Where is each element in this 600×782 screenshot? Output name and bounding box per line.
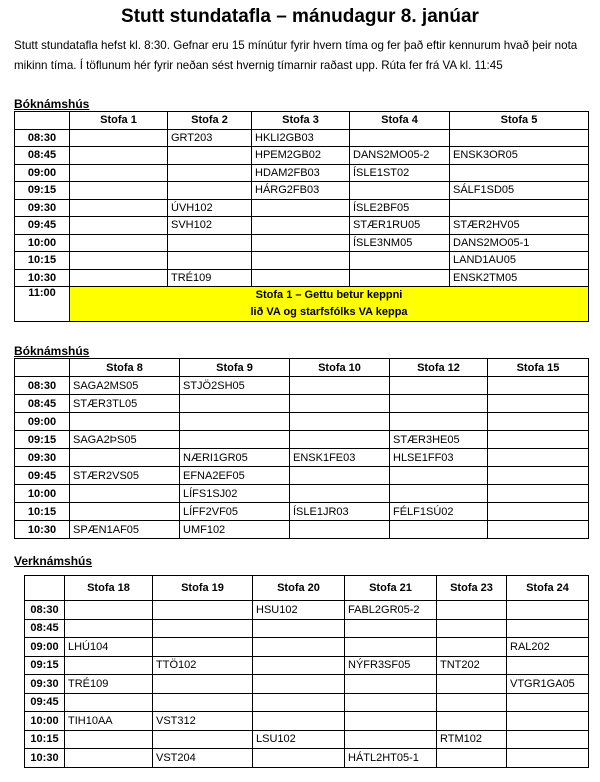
class-cell: LSU102 (253, 730, 345, 749)
column-header: Stofa 8 (70, 359, 180, 377)
time-cell: 10:30 (25, 749, 65, 768)
class-cell (345, 693, 437, 712)
table-row (25, 601, 589, 620)
class-cell (168, 147, 252, 165)
class-cell: STÆR3HE05 (390, 431, 488, 449)
class-cell: STÆR2VS05 (70, 467, 180, 485)
class-cell: HSU102 (253, 601, 345, 620)
table-row (15, 413, 589, 431)
time-cell: 09:00 (15, 164, 70, 182)
time-cell: 09:15 (15, 182, 70, 200)
time-cell: 08:30 (15, 377, 70, 395)
time-cell: 08:45 (15, 395, 70, 413)
class-cell (70, 182, 168, 200)
time-cell: 10:00 (15, 485, 70, 503)
column-header: Stofa 3 (252, 112, 350, 130)
class-cell (290, 395, 390, 413)
class-cell (290, 485, 390, 503)
class-cell: SÁLF1SD05 (450, 182, 589, 200)
class-cell: HKLI2GB03 (252, 129, 350, 147)
class-cell: TTÖ102 (153, 656, 253, 675)
table-row (25, 693, 589, 712)
class-cell: DANS2MO05-1 (450, 234, 589, 252)
table-row (25, 619, 589, 638)
class-cell: RAL202 (507, 638, 589, 657)
table-row (25, 730, 589, 749)
class-cell (168, 182, 252, 200)
table-row (15, 182, 589, 200)
time-cell: 09:00 (25, 638, 65, 657)
class-cell (290, 413, 390, 431)
time-cell: 10:00 (25, 712, 65, 731)
table-row (15, 503, 589, 521)
class-cell: FÉLF1SÚ02 (390, 503, 488, 521)
table-row (15, 147, 589, 165)
class-cell: TIH10AA (65, 712, 153, 731)
class-cell (488, 431, 589, 449)
time-cell: 09:15 (25, 656, 65, 675)
column-header: Stofa 15 (488, 359, 589, 377)
special-event-cell (70, 287, 589, 322)
time-cell: 08:30 (25, 601, 65, 620)
class-cell: HLSE1FF03 (390, 449, 488, 467)
class-cell: RTM102 (437, 730, 507, 749)
special-event-line1: Stofa 1 – Gettu betur keppni (255, 289, 403, 301)
class-cell (345, 619, 437, 638)
time-cell: 08:30 (15, 129, 70, 147)
class-cell: ÚVH102 (168, 199, 252, 217)
time-cell: 09:45 (15, 217, 70, 235)
class-cell (450, 164, 589, 182)
column-header: Stofa 2 (168, 112, 252, 130)
time-cell: 09:45 (15, 467, 70, 485)
class-cell: ÍSLE3NM05 (350, 234, 450, 252)
class-cell: HPEM2GB02 (252, 147, 350, 165)
table-row (15, 199, 589, 217)
class-cell (70, 252, 168, 270)
class-cell (253, 656, 345, 675)
class-cell: ÍSLE1JR03 (290, 503, 390, 521)
table-row (15, 234, 589, 252)
class-cell (437, 675, 507, 694)
class-cell: ENSK1FE03 (290, 449, 390, 467)
class-cell (345, 675, 437, 694)
class-cell (70, 129, 168, 147)
class-cell: ENSK3OR05 (450, 147, 589, 165)
class-cell (488, 449, 589, 467)
class-cell: SPÆN1AF05 (70, 521, 180, 539)
class-cell (290, 521, 390, 539)
class-cell: LÍFS1SJ02 (180, 485, 290, 503)
class-cell (450, 129, 589, 147)
class-cell: STÆR2HV05 (450, 217, 589, 235)
class-cell (70, 449, 180, 467)
intro-text: Stutt stundatafla hefst kl. 8:30. Gefnar eru 15 mínútur fyrir hvern tíma og fer það eftir kennurum hvað þeir nota mikinn tíma. Í töflunum hér fyrir neðan sést hvernig tímarnir raðast upp. Rúta fer frá VA kl. 11:45 (14, 39, 578, 72)
time-cell: 09:45 (25, 693, 65, 712)
class-cell (180, 413, 290, 431)
class-cell (507, 601, 589, 620)
class-cell: EFNA2EF05 (180, 467, 290, 485)
schedule-table-3 (24, 575, 589, 768)
class-cell (488, 395, 589, 413)
column-header (15, 359, 70, 377)
time-cell: 10:15 (25, 730, 65, 749)
class-cell (345, 730, 437, 749)
table-row (15, 252, 589, 270)
class-cell (437, 601, 507, 620)
class-cell (290, 467, 390, 485)
column-header: Stofa 10 (290, 359, 390, 377)
class-cell (168, 164, 252, 182)
class-cell (153, 619, 253, 638)
class-cell: HÁRG2FB03 (252, 182, 350, 200)
time-cell: 08:45 (25, 619, 65, 638)
class-cell (65, 693, 153, 712)
class-cell (350, 269, 450, 287)
class-cell (253, 675, 345, 694)
class-cell (70, 199, 168, 217)
class-cell: LHÚ104 (65, 638, 153, 657)
class-cell: SVH102 (168, 217, 252, 235)
time-cell: 11:00 (15, 287, 70, 322)
class-cell: TRÉ109 (168, 269, 252, 287)
class-cell (65, 749, 153, 768)
table-row (15, 467, 589, 485)
class-cell (153, 693, 253, 712)
column-header (25, 576, 65, 601)
class-cell: FABL2GR05-2 (345, 601, 437, 620)
class-cell (253, 693, 345, 712)
table-row (15, 485, 589, 503)
class-cell: LÍFF2VF05 (180, 503, 290, 521)
table-row (25, 638, 589, 657)
class-cell (70, 269, 168, 287)
class-cell (390, 467, 488, 485)
time-cell: 08:45 (15, 147, 70, 165)
class-cell (488, 521, 589, 539)
class-cell (390, 377, 488, 395)
class-cell (70, 164, 168, 182)
class-cell (350, 182, 450, 200)
class-cell (70, 234, 168, 252)
class-cell: HÁTL2HT05-1 (345, 749, 437, 768)
class-cell (252, 234, 350, 252)
class-cell (390, 521, 488, 539)
class-cell (253, 619, 345, 638)
table-header-row (25, 576, 589, 601)
class-cell (180, 395, 290, 413)
class-cell (153, 601, 253, 620)
table-row (25, 656, 589, 675)
class-cell (507, 656, 589, 675)
time-cell: 10:15 (15, 503, 70, 521)
class-cell (252, 199, 350, 217)
time-cell: 10:30 (15, 269, 70, 287)
column-header: Stofa 20 (253, 576, 345, 601)
table-row (15, 129, 589, 147)
class-cell (390, 395, 488, 413)
class-cell (168, 252, 252, 270)
section-heading-2: Bóknámshús (14, 344, 90, 358)
class-cell (350, 129, 450, 147)
class-cell (488, 467, 589, 485)
table-row (15, 521, 589, 539)
class-cell (153, 675, 253, 694)
column-header: Stofa 18 (65, 576, 153, 601)
table-row (15, 395, 589, 413)
class-cell (252, 269, 350, 287)
class-cell: TRÉ109 (65, 675, 153, 694)
class-cell: TNT202 (437, 656, 507, 675)
class-cell (70, 217, 168, 235)
class-cell (507, 730, 589, 749)
table-row (15, 449, 589, 467)
class-cell (65, 656, 153, 675)
table-header-row (15, 359, 589, 377)
table-row (15, 377, 589, 395)
class-cell (350, 252, 450, 270)
class-cell: NÝFR3SF05 (345, 656, 437, 675)
class-cell (390, 485, 488, 503)
class-cell (390, 413, 488, 431)
class-cell (488, 413, 589, 431)
section-heading-1: Bóknámshús (14, 97, 90, 111)
class-cell (253, 712, 345, 731)
class-cell (65, 601, 153, 620)
schedule-table-1 (14, 111, 589, 322)
class-cell (437, 693, 507, 712)
class-cell: ÍSLE1ST02 (350, 164, 450, 182)
special-event-row (15, 287, 589, 322)
class-cell (70, 147, 168, 165)
class-cell (507, 712, 589, 731)
time-cell: 09:00 (15, 413, 70, 431)
column-header: Stofa 1 (70, 112, 168, 130)
column-header: Stofa 4 (350, 112, 450, 130)
class-cell (70, 485, 180, 503)
class-cell (252, 252, 350, 270)
class-cell: VST312 (153, 712, 253, 731)
class-cell (488, 485, 589, 503)
class-cell (252, 217, 350, 235)
column-header (15, 112, 70, 130)
time-cell: 09:30 (25, 675, 65, 694)
time-cell: 10:00 (15, 234, 70, 252)
class-cell (70, 503, 180, 521)
column-header: Stofa 12 (390, 359, 488, 377)
class-cell: NÆRI1GR05 (180, 449, 290, 467)
class-cell (65, 730, 153, 749)
class-cell (507, 749, 589, 768)
class-cell (437, 749, 507, 768)
column-header: Stofa 9 (180, 359, 290, 377)
class-cell (153, 730, 253, 749)
class-cell: STÆR3TL05 (70, 395, 180, 413)
table-row (25, 675, 589, 694)
table-row (15, 269, 589, 287)
class-cell (437, 712, 507, 731)
column-header: Stofa 19 (153, 576, 253, 601)
class-cell (65, 619, 153, 638)
class-cell (290, 431, 390, 449)
column-header: Stofa 5 (450, 112, 589, 130)
class-cell (488, 503, 589, 521)
class-cell: LAND1AU05 (450, 252, 589, 270)
class-cell (345, 712, 437, 731)
class-cell: HDAM2FB03 (252, 164, 350, 182)
class-cell: VTGR1GA05 (507, 675, 589, 694)
class-cell (253, 749, 345, 768)
class-cell (180, 431, 290, 449)
class-cell: STJÖ2SH05 (180, 377, 290, 395)
table-row (25, 749, 589, 768)
time-cell: 09:15 (15, 431, 70, 449)
column-header: Stofa 23 (437, 576, 507, 601)
time-cell: 09:30 (15, 449, 70, 467)
class-cell (507, 693, 589, 712)
class-cell (450, 199, 589, 217)
class-cell (153, 638, 253, 657)
table-row (15, 431, 589, 449)
time-cell: 09:30 (15, 199, 70, 217)
class-cell: STÆR1RU05 (350, 217, 450, 235)
table-row (15, 217, 589, 235)
class-cell: DANS2MO05-2 (350, 147, 450, 165)
section-heading-3: Verknámshús (14, 554, 93, 568)
class-cell (70, 413, 180, 431)
page-title: Stutt stundatafla – mánudagur 8. janúar (121, 6, 479, 27)
class-cell (488, 377, 589, 395)
table-row (15, 164, 589, 182)
class-cell (168, 234, 252, 252)
time-cell: 10:30 (15, 521, 70, 539)
column-header: Stofa 24 (507, 576, 589, 601)
class-cell (290, 377, 390, 395)
time-cell: 10:15 (15, 252, 70, 270)
class-cell (437, 619, 507, 638)
class-cell: ENSK2TM05 (450, 269, 589, 287)
class-cell: SAGA2ÞS05 (70, 431, 180, 449)
column-header: Stofa 21 (345, 576, 437, 601)
table-row (25, 712, 589, 731)
class-cell (507, 619, 589, 638)
table-header-row (15, 112, 589, 130)
special-event-line2: lið VA og starfsfólks VA keppa (250, 306, 408, 318)
class-cell: VST204 (153, 749, 253, 768)
class-cell: UMF102 (180, 521, 290, 539)
class-cell (345, 638, 437, 657)
class-cell (437, 638, 507, 657)
class-cell (253, 638, 345, 657)
class-cell: SAGA2MS05 (70, 377, 180, 395)
schedule-table-2 (14, 358, 589, 539)
class-cell: GRT203 (168, 129, 252, 147)
class-cell: ÍSLE2BF05 (350, 199, 450, 217)
